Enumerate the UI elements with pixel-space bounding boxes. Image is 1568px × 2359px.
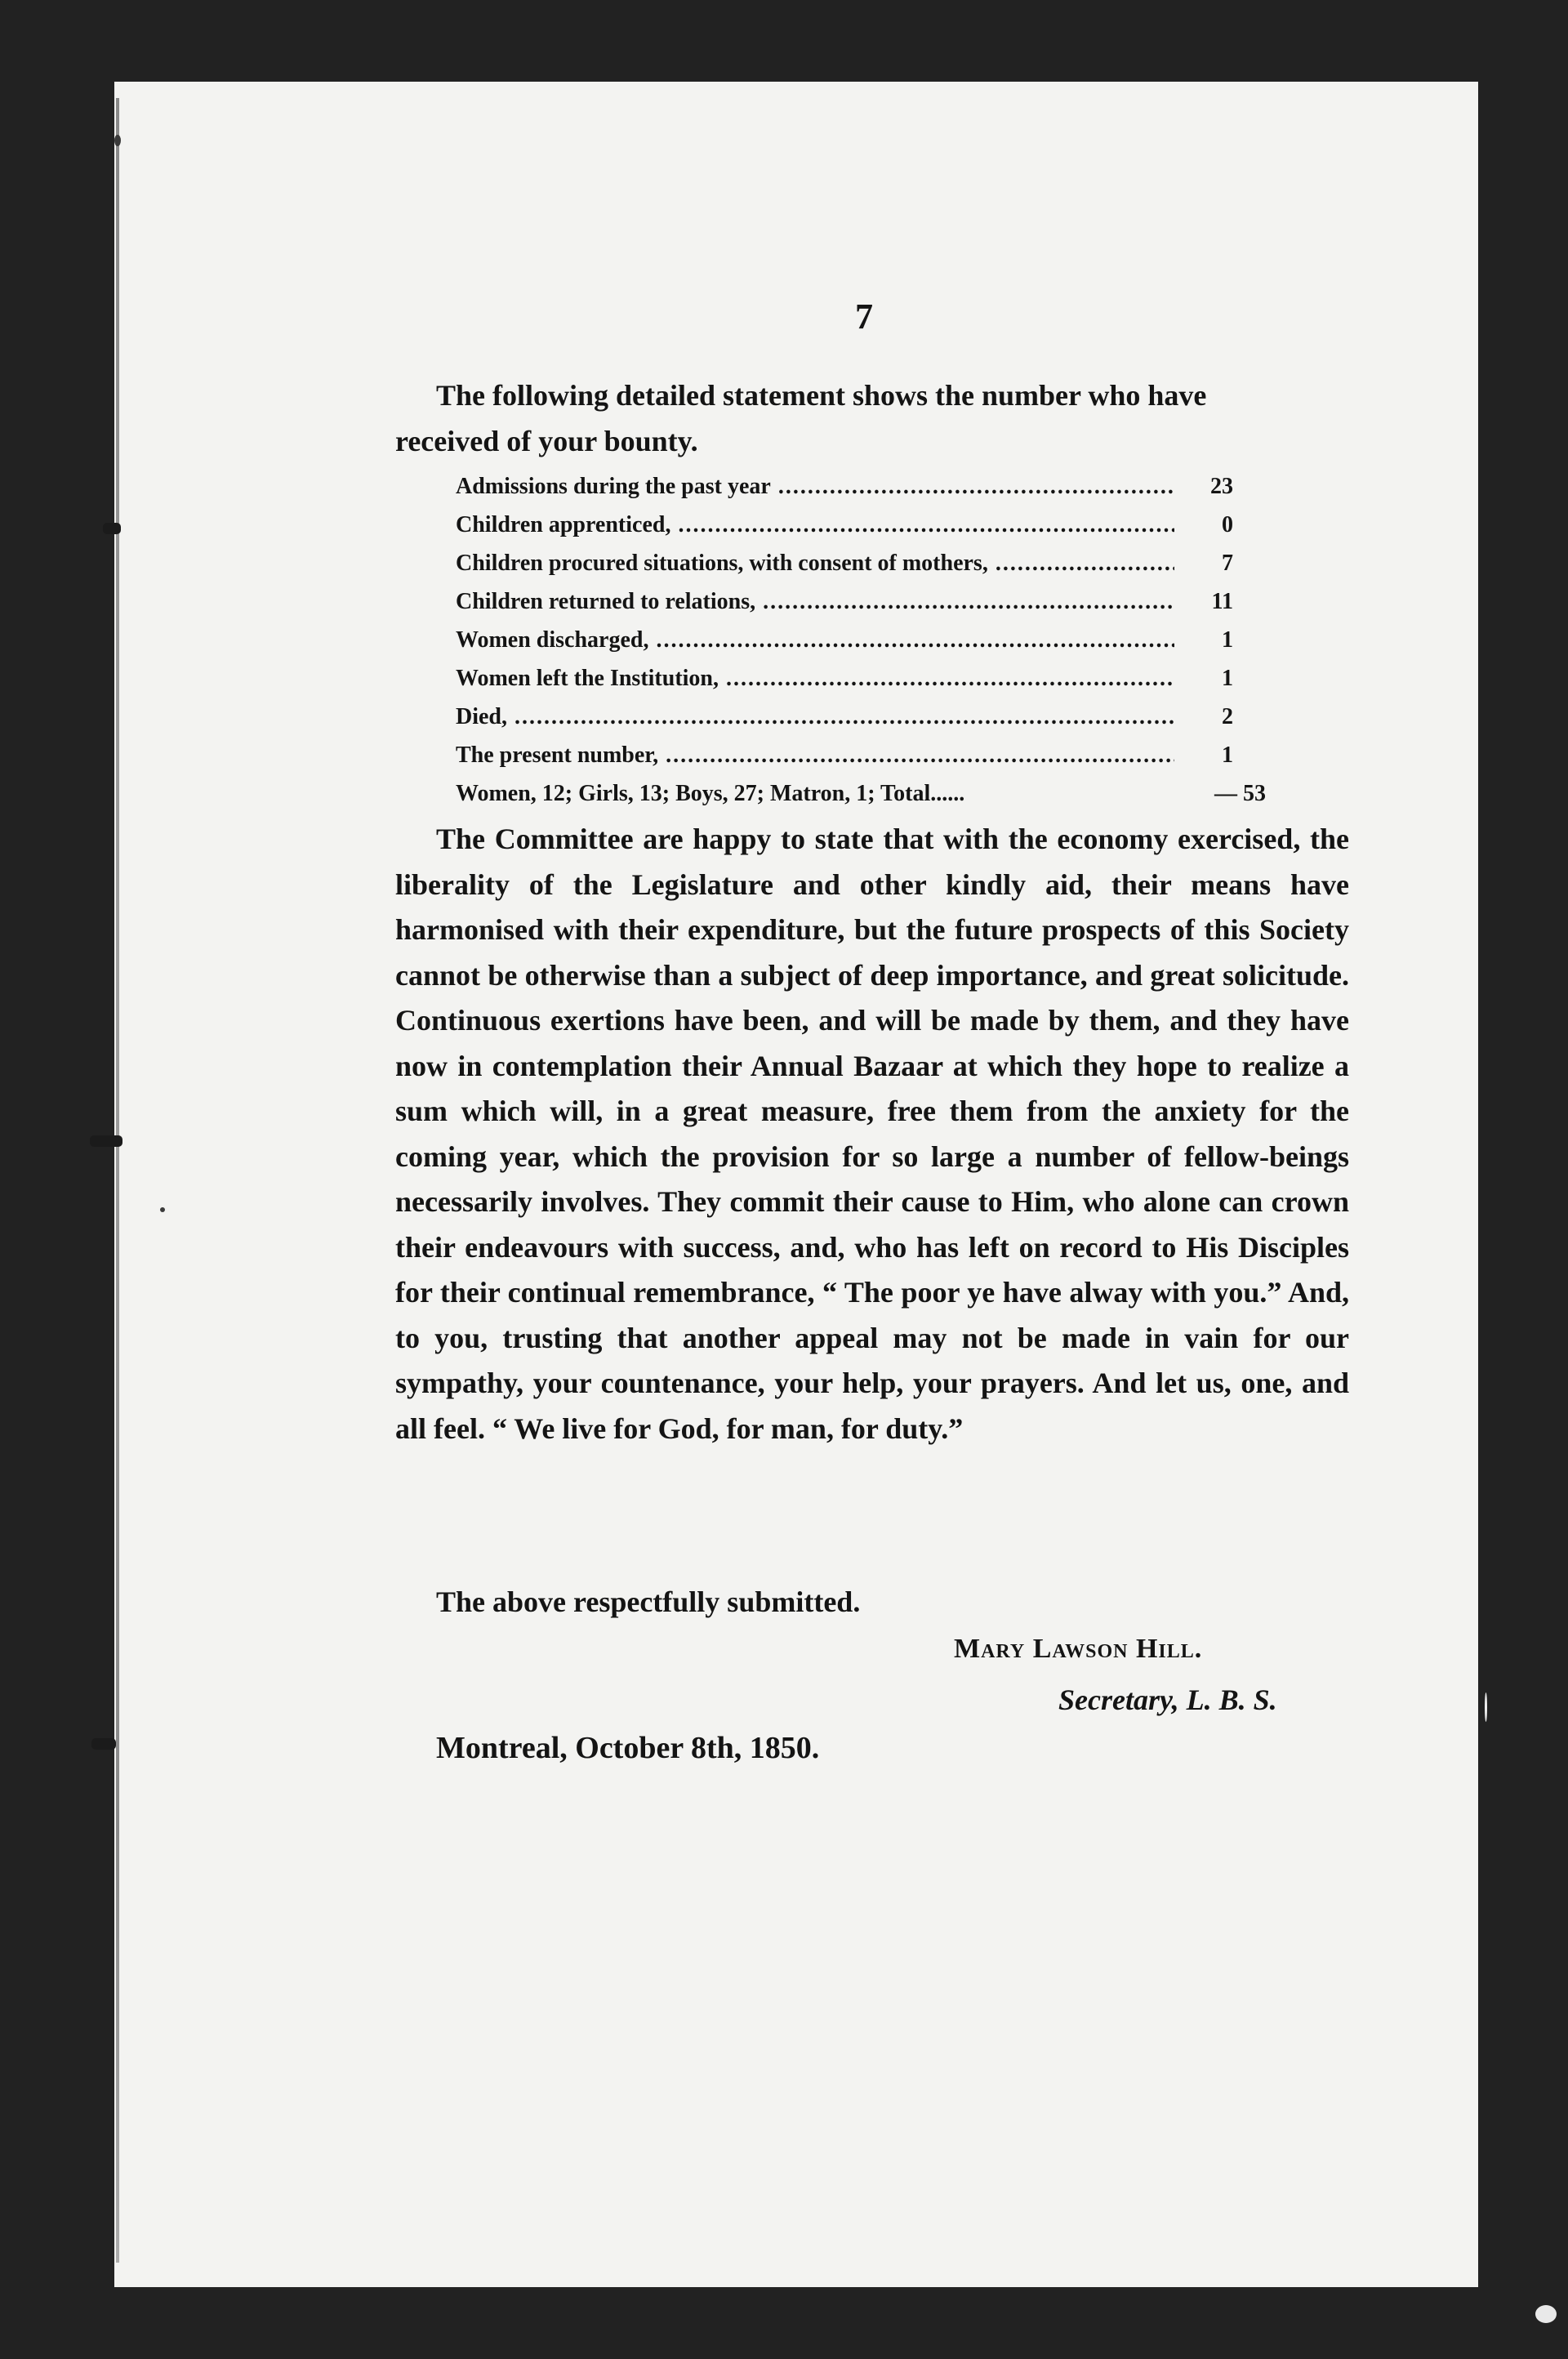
stat-label: Children returned to relations, ..... — [456, 582, 1174, 621]
stat-value: 7 — [1222, 551, 1233, 576]
statistics-list — [456, 467, 1272, 813]
intro-line-1: The following detailed statement shows the number who have — [436, 379, 1207, 412]
stat-label: The present number, ..... — [456, 736, 1174, 774]
stat-row — [456, 506, 1272, 544]
scan-speck — [1485, 1692, 1487, 1722]
intro-line-2: received of your bounty. — [395, 425, 698, 457]
scan-speck — [1535, 2305, 1557, 2323]
binding-stitch — [103, 523, 121, 534]
stat-value: 23 — [1210, 474, 1233, 499]
stat-label: Died, ..... — [456, 698, 1174, 736]
intro-text — [395, 372, 1351, 464]
signature-name: Mary Lawson Hill. — [954, 1634, 1203, 1664]
stat-label: Children procured situations, with consent of mothers, ..... — [456, 544, 1174, 582]
stat-value: 1 — [1222, 666, 1233, 691]
stat-value: 0 — [1222, 512, 1233, 537]
scan-speck — [114, 135, 121, 146]
stat-row — [456, 544, 1272, 582]
closing-line: The above respectfully submitted. — [436, 1585, 861, 1618]
stat-total-label: Women, 12; Girls, 13; Boys, 27; Matron, 1; Total...... — [456, 781, 965, 806]
stat-label: Admissions during the past year ..... — [456, 467, 1174, 506]
stat-row — [456, 621, 1272, 659]
binding-stitch — [91, 1738, 116, 1750]
stat-value: 2 — [1222, 704, 1233, 729]
stat-total-row — [456, 774, 1272, 813]
stat-row — [456, 659, 1272, 698]
stat-value: 1 — [1222, 742, 1233, 768]
page-number: 7 — [855, 297, 873, 337]
stat-label: Women left the Institution, ..... — [456, 659, 1174, 698]
stat-value: 11 — [1211, 589, 1233, 614]
body-paragraph: The Committee are happy to state that with the economy exercised, the liberality of the Legislature and other kindly aid, their means have harmonised with their expenditure, but the future prospects of this Society cannot be otherwise than a subject of deep importance, and great solicitude. Continuous exertions have been, and will be made by them, and they have now in contemplation their Annual Bazaar at which they hope to realize a sum which will, in a great measure, free them from the anxiety for the coming year, which the provision for so large a number of fellow-beings necessarily involves. They commit their cause to Him, who alone can crown their endeavours with success, and, who has left on record to His Disciples for their continual remembrance, “ The poor ye have alway with you.” And, to you, trusting that another appeal may not be made in vain for our sympathy, your countenance, your help, your prayers. And let us, one, and all feel. “ We live for God, for man, for duty.” — [395, 823, 1349, 1445]
stat-label: Children apprenticed, ..... — [456, 506, 1174, 544]
binding-edge — [116, 98, 119, 2263]
stat-value: 1 — [1222, 627, 1233, 653]
stat-total-value: — 53 — [1214, 781, 1266, 806]
stat-row — [456, 467, 1272, 506]
scan-speck — [160, 1207, 165, 1212]
binding-stitch — [90, 1135, 122, 1147]
stat-row — [456, 736, 1272, 774]
signature-title: Secretary, L. B. S. — [1058, 1683, 1277, 1716]
stat-row — [456, 582, 1272, 621]
stat-label: Women discharged, ..... — [456, 621, 1174, 659]
stat-row — [456, 698, 1272, 736]
place-date: Montreal, October 8th, 1850. — [436, 1731, 820, 1765]
